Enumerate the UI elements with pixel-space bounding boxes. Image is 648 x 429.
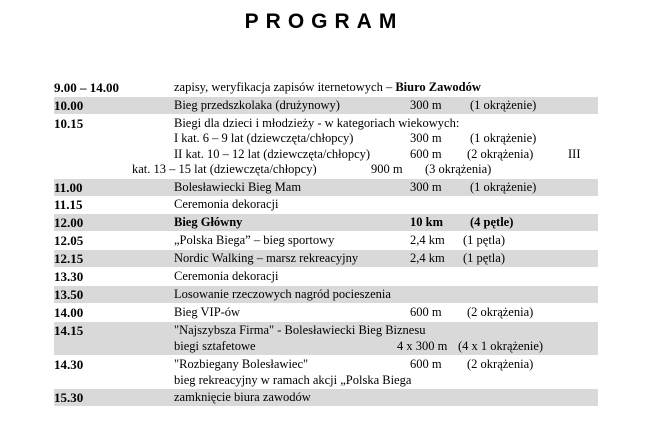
row-time: 11.00 [54, 180, 83, 195]
row-distance: 4 x 300 m [397, 339, 448, 353]
row-laps: (1 okrążenie) [470, 180, 537, 194]
row-description: zapisy, weryfikacja zapisów iternetowych – [174, 80, 393, 94]
row-description: Biegi dla dzieci i młodzieży - w kategoriach wiekowych: [174, 116, 460, 130]
row-description: Bieg VIP-ów [174, 305, 241, 319]
row-laps: (2 okrążenia) [467, 357, 534, 371]
category-distance: 600 m [410, 147, 442, 161]
row-description: Bieg przedszkolaka (drużynowy) [174, 98, 340, 112]
category-description: I kat. 6 – 9 lat (dziewczęta/chłopcy) [174, 131, 354, 145]
row-distance: 600 m [410, 305, 442, 319]
row-description: Bolesławiecki Bieg Mam [174, 180, 302, 194]
row-description: „Polska Biega” – bieg sportowy [174, 233, 335, 247]
program-row [54, 214, 598, 231]
row-description: "Rozbiegany Bolesławiec" [174, 357, 309, 371]
program-row [54, 286, 598, 303]
row-laps: (1 pętla) [463, 233, 505, 247]
row-laps: (4 x 1 okrążenie) [458, 339, 544, 353]
row-description-2: biegi sztafetowe [174, 339, 256, 353]
row-time: 9.00 – 14.00 [54, 80, 119, 95]
category-trailing: III [568, 147, 581, 161]
page-title: PROGRAM [244, 10, 404, 33]
row-time: 10.15 [54, 116, 84, 131]
row-time: 10.00 [54, 98, 84, 113]
row-time: 13.50 [54, 287, 84, 302]
row-distance: 300 m [410, 180, 442, 194]
row-description-bold: Biuro Zawodów [395, 80, 481, 94]
row-description: "Najszybsza Firma" - Bolesławiecki Bieg Biznesu [174, 323, 426, 337]
row-description: Ceremonia dekoracji [174, 269, 279, 283]
row-time: 12.05 [54, 233, 84, 248]
row-distance: 10 km [410, 215, 443, 229]
program-row [54, 389, 598, 406]
category-distance: 300 m [410, 131, 442, 145]
program-row [54, 304, 598, 321]
program-row [54, 179, 598, 196]
program-row [54, 268, 598, 285]
row-description: Losowanie rzeczowych nagród pocieszenia [174, 287, 391, 301]
row-laps: (2 okrążenia) [467, 305, 534, 319]
row-distance: 2,4 km [410, 233, 445, 247]
row-description: Ceremonia dekoracji [174, 197, 279, 211]
program-row [54, 250, 598, 267]
program-row [54, 115, 598, 178]
category-laps: (3 okrążenia) [425, 162, 492, 176]
row-distance: 600 m [410, 357, 442, 371]
category-laps: (1 okrążenie) [470, 131, 537, 145]
row-time: 14.15 [54, 323, 84, 338]
category-description: II kat. 10 – 12 lat (dziewczęta/chłopcy) [174, 147, 371, 161]
row-laps: (1 pętla) [463, 251, 505, 265]
row-distance: 2,4 km [410, 251, 445, 265]
program-row [54, 97, 598, 114]
program-row [54, 196, 598, 213]
row-description: Nordic Walking – marsz rekreacyjny [174, 251, 359, 265]
row-time: 12.00 [54, 215, 84, 230]
program-row [54, 356, 598, 389]
row-time: 11.15 [54, 197, 83, 212]
row-time: 14.30 [54, 357, 84, 372]
row-description: Bieg Główny [174, 215, 243, 229]
row-time: 15.30 [54, 390, 84, 405]
row-laps: (4 pętle) [470, 215, 514, 229]
row-laps: (1 okrążenie) [470, 98, 537, 112]
program-row [54, 79, 598, 96]
program-row [54, 322, 598, 355]
row-distance: 300 m [410, 98, 442, 112]
row-description: zamknięcie biura zawodów [174, 390, 311, 404]
row-time: 13.30 [54, 269, 84, 284]
row-description-2: bieg rekreacyjny w ramach akcji „Polska Biega [174, 373, 412, 387]
category-laps: (2 okrążenia) [467, 147, 534, 161]
category-description: kat. 13 – 15 lat (dziewczęta/chłopcy) [132, 162, 317, 176]
row-time: 12.15 [54, 251, 84, 266]
category-distance: 900 m [371, 162, 403, 176]
program-row [54, 232, 598, 249]
row-time: 14.00 [54, 305, 84, 320]
